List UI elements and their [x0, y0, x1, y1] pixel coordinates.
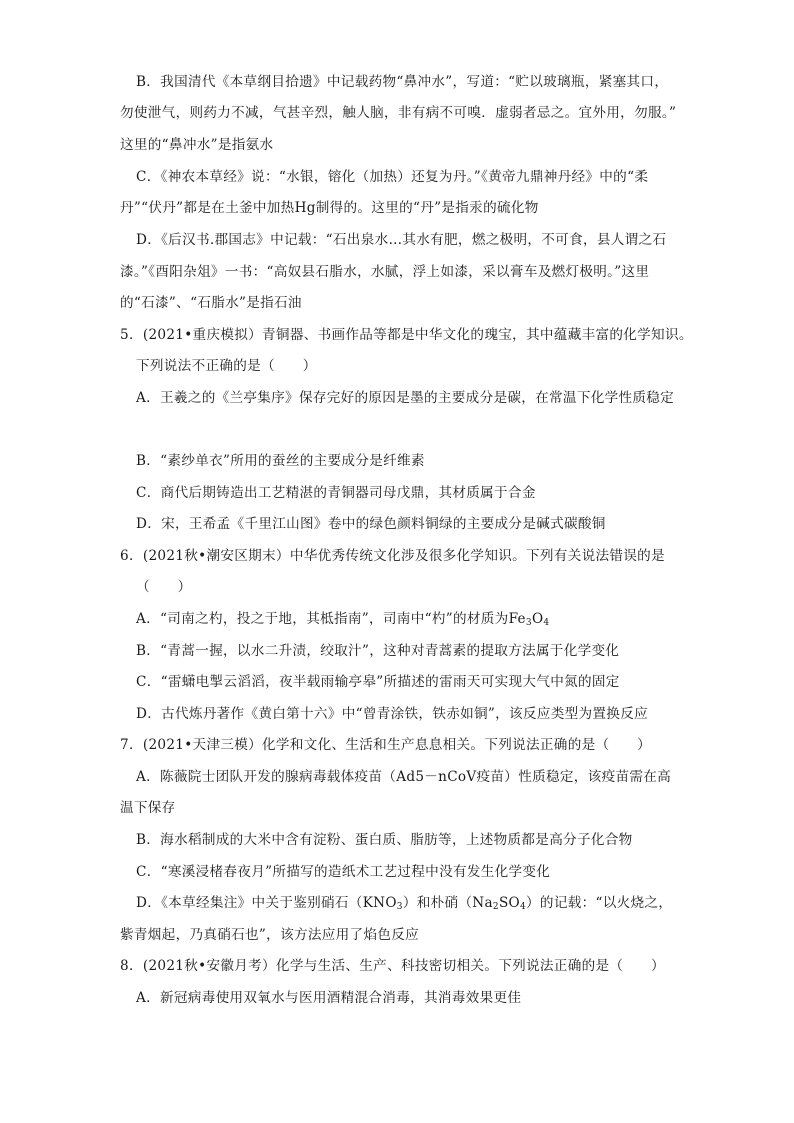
q7-option-c: C．“寒溪浸楮春夜月”所描写的造纸术工艺过程中没有发生化学变化 — [136, 864, 551, 880]
q5-stem-line1: 5．(2021•重庆模拟）青铜器、书画作品等都是中华文化的瑰宝，其中蕴藏丰富的化学知识。 — [120, 327, 693, 343]
q8-stem: 8．(2021秋•安徽月考）化学与生活、生产、科技密切相关。下列说法正确的是（ ） — [120, 958, 665, 974]
q7-option-d-text-b: ）和朴硝（Na — [402, 895, 493, 911]
q6-option-d: D．古代炼丹著作《黄白第十六》中“曾青涂铁，铁赤如铜”，该反应类型为置换反应 — [136, 706, 648, 722]
q7-option-d-text-c: SO — [498, 895, 520, 911]
q5-option-c: C．商代后期铸造出工艺精湛的青铜器司母戊鼎，其材质属于合金 — [136, 485, 536, 501]
q4-option-d-line2: 漆。”《酉阳杂俎》一书：“高奴县石脂水，水腻，浮上如漆，采以膏车及燃灯极明。”这里 — [120, 264, 650, 280]
q6-option-a-subscript-3: 3 — [525, 618, 532, 628]
q5-option-b: B．“素纱单衣”所用的蚕丝的主要成分是纤维素 — [136, 453, 425, 469]
q4-option-d-line3: 的“石漆”、“石脂水”是指石油 — [120, 295, 302, 311]
q7-stem: 7．(2021•天津三模）化学和文化、生活和生产息息相关。下列说法正确的是（ ） — [120, 737, 652, 753]
q6-option-b: B．“青蒿一握，以水二升渍，绞取汁”，这种对青蒿素的提取方法属于化学变化 — [136, 643, 620, 659]
q7-option-d-line1 — [136, 893, 672, 917]
q6-option-a — [136, 609, 549, 633]
q7-option-a-line2: 温下保存 — [120, 800, 176, 816]
q4-option-b-line1: B．我国清代《本草纲目拾遗》中记载药物“鼻冲水”，写道：“贮以玻璃瓶，紧塞其口， — [136, 74, 669, 90]
q7-option-a-line1: A．陈薇院士团队开发的腺病毒载体疫苗（Ad5－nCoV疫苗）性质稳定，该疫苗需在高 — [136, 769, 672, 785]
q7-option-d-text-a: D．《本草经集注》中关于鉴别硝石（KNO — [136, 895, 397, 911]
q7-option-d-sub-2: 2 — [492, 902, 499, 912]
q6-option-a-text: A．“司南之杓，投之于地，其柢指南”，司南中“杓”的材质为Fe — [136, 611, 526, 627]
q6-option-a-oxygen: O — [531, 611, 544, 627]
q4-option-c-line2: 丹”“伏丹”都是在土釜中加热Hg制得的。这里的“丹”是指汞的硫化物 — [120, 200, 539, 216]
q6-option-c: C．“雷蟏电掣云滔滔，夜半载雨输亭皋”所描述的雷雨天可实现大气中氮的固定 — [136, 674, 620, 690]
q4-option-c-line1: C．《神农本草经》说：“水银，镕化（加热）还复为丹。”《黄帝九鼎神丹经》中的“柔 — [136, 169, 649, 185]
q7-option-d-line2: 紫青烟起，乃真硝石也”，该方法应用了焰色反应 — [120, 927, 420, 943]
q6-stem-line1: 6．(2021秋•潮安区期末）中华优秀传统文化涉及很多化学知识。下列有关说法错误的是 — [120, 548, 665, 564]
q5-stem-line2: 下列说法不正确的是（ ） — [136, 358, 317, 374]
q7-option-b: B．海水稻制成的大米中含有淀粉、蛋白质、脂肪等，上述物质都是高分子化合物 — [136, 832, 633, 848]
q4-option-b-line3: 这里的“鼻冲水”是指氨水 — [120, 137, 274, 153]
q7-option-d-sub-3: 3 — [396, 902, 403, 912]
q7-option-d-text-d: ）的记载：“以火烧之， — [526, 895, 673, 911]
q8-option-a: A．新冠病毒使用双氧水与医用酒精混合消毒，其消毒效果更佳 — [136, 990, 522, 1006]
q4-option-d-line1: D．《后汉书.郡国志》中记载：“石出泉水…其水有肥，燃之极明，不可食，县人谓之石 — [136, 232, 667, 248]
q4-option-b-line2: 勿使泄气，则药力不减，气甚辛烈，触人脑，非有病不可嗅．虚弱者忌之。宜外用，勿服。” — [120, 105, 677, 121]
q7-option-d-sub-4: 4 — [520, 902, 527, 912]
q5-option-d: D．宋，王希孟《千里江山图》卷中的绿色颜料铜绿的主要成分是碱式碳酸铜 — [136, 516, 606, 532]
q5-option-a: A．王羲之的《兰亭集序》保存完好的原因是墨的主要成分是碳，在常温下化学性质稳定 — [136, 390, 675, 406]
q6-option-a-subscript-4: 4 — [543, 618, 550, 628]
q6-stem-line2: （ ） — [136, 579, 192, 595]
